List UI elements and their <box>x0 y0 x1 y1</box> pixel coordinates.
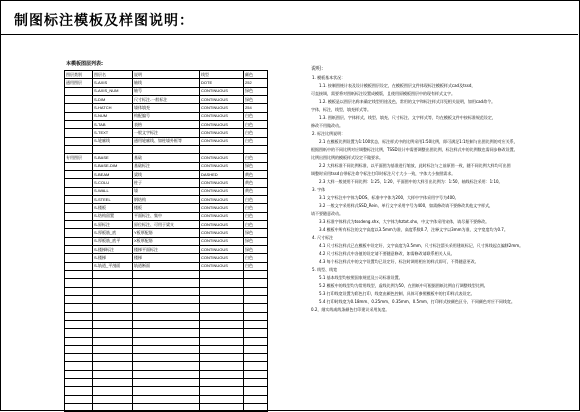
cell-color: 白色 <box>244 129 268 137</box>
cell-description <box>133 329 200 337</box>
cell-color: 黄色 <box>244 187 268 195</box>
cell-layer-name <box>93 362 133 370</box>
cell-layer-name <box>93 279 133 287</box>
table-row <box>65 120 268 128</box>
cell-linetype: CONTINUOUS <box>200 187 244 195</box>
notes-section-heading: 2. 标注比例说明： <box>312 131 346 136</box>
notes-line: 字体，标注，线型，填充样式等。 <box>311 107 371 112</box>
cell-description: 钢结构 <box>133 195 200 203</box>
notes-line: 2.3 大样一般使用不同比例：1:25、1:20，平面图中的大样引出比例为：1:50，轴线标注采用：1:10。 <box>319 179 503 184</box>
table-row <box>65 395 268 403</box>
cell-layer-name: S-AXIS_NUM <box>93 87 133 95</box>
cell-layer-name <box>93 354 133 362</box>
page-title: 制图标注模板及样图说明： <box>14 13 194 29</box>
notes-line: 根据图纸中的不同比例对应调整标注比例，TSSD设计中需要调整出图比例，标注样式中的比例数也需同步修改设置。 <box>311 147 518 152</box>
cell-linetype <box>200 337 244 345</box>
notes-block <box>311 74 543 364</box>
table-row <box>65 170 268 178</box>
cell-category <box>65 245 93 253</box>
cell-linetype: DOTE <box>200 79 244 87</box>
cell-category <box>65 345 93 353</box>
cell-color: 白色 <box>244 220 268 228</box>
cell-linetype: CONTINUOUS <box>200 212 244 220</box>
cell-description: 原位标注、可用于梁支 <box>133 220 200 228</box>
table-header-row <box>65 71 268 79</box>
cell-description: Y板厚配筋 <box>133 229 200 237</box>
cell-linetype: CONTINUOUS <box>200 87 244 95</box>
cell-color: 绿色 <box>244 162 268 170</box>
cell-color: 白色 <box>244 204 268 212</box>
cell-color: 白色 <box>244 137 268 145</box>
cell-layer-name <box>93 395 133 403</box>
cell-description: 构配编号 <box>133 112 200 120</box>
table-row <box>65 379 268 387</box>
notes-line: 3.1 文字标注中字体为DOS，标准中字体为200，大样中字体采用字号为400。 <box>319 195 459 200</box>
cell-layer-name: S-NUM <box>93 112 133 120</box>
cell-layer-name: S-楼梯 <box>93 254 133 262</box>
cell-color: 252 <box>244 79 268 87</box>
cell-color <box>244 337 268 345</box>
cell-description <box>133 270 200 278</box>
title-underline <box>0 34 578 35</box>
cell-layer-name <box>93 270 133 278</box>
cell-layer-name <box>93 337 133 345</box>
cell-description <box>133 379 200 387</box>
cell-description <box>133 345 200 353</box>
table-row <box>65 245 268 253</box>
cell-linetype <box>200 329 244 337</box>
table-row <box>65 104 268 112</box>
notes-line: 0.2，细实线或线条颜色打印建议采用灰度。 <box>311 307 390 312</box>
notes-line: 比例出图比例的模板样式设定不做要求。 <box>311 155 383 160</box>
cell-layer-name: S-DIM <box>93 95 133 103</box>
cell-linetype: CONTINUOUS <box>200 95 244 103</box>
cell-layer-name <box>93 304 133 312</box>
cell-linetype: CONTINUOUS <box>200 262 244 270</box>
cell-description: 基础 <box>133 154 200 162</box>
table-row <box>65 370 268 378</box>
table-row <box>65 162 268 170</box>
cell-linetype <box>200 345 244 353</box>
cell-layer-name <box>93 370 133 378</box>
cell-color <box>244 145 268 153</box>
cell-category <box>65 204 93 212</box>
cell-category: 通用图层 <box>65 79 93 87</box>
cell-color: 白色 <box>244 262 268 270</box>
cell-category <box>65 320 93 328</box>
cell-description: 尺寸标注-一般标注 <box>133 95 200 103</box>
cell-layer-name <box>93 379 133 387</box>
cell-layer-name: S-WALL <box>93 187 133 195</box>
cell-linetype: CONTINUOUS <box>200 254 244 262</box>
cell-linetype: CONTINUOUS <box>200 129 244 137</box>
cell-color <box>244 287 268 295</box>
cell-category <box>65 395 93 403</box>
table-row <box>65 279 268 287</box>
table-row <box>65 237 268 245</box>
table-row <box>65 362 268 370</box>
notes-line: 2.2 大样标准不同比例标准，以平面图为基准进行缩放，此时标注与之前原图一致，随不同比例大样均可出图 <box>319 163 511 168</box>
header-description: 说明 <box>133 71 200 79</box>
table-row <box>65 154 268 162</box>
cell-color: 绿色 <box>244 95 268 103</box>
cell-color <box>244 295 268 303</box>
cell-description <box>133 354 200 362</box>
cell-linetype <box>200 354 244 362</box>
table-row <box>65 145 268 153</box>
cell-description <box>133 287 200 295</box>
cell-linetype <box>200 304 244 312</box>
cell-description <box>133 370 200 378</box>
notes-section-heading: 3. 字体 <box>312 187 326 192</box>
table-row <box>65 270 268 278</box>
cell-description: 柱子 <box>133 179 200 187</box>
table-row <box>65 329 268 337</box>
header-layer-name: 图层名 <box>93 71 133 79</box>
cell-color <box>244 387 268 395</box>
cell-linetype: CONTINUOUS <box>200 104 244 112</box>
table-row <box>65 112 268 120</box>
cell-category <box>65 187 93 195</box>
cell-category <box>65 304 93 312</box>
cell-category <box>65 237 93 245</box>
cell-layer-name: S-BASE <box>93 154 133 162</box>
cell-category <box>65 262 93 270</box>
cell-layer-name: S-BEAM <box>93 170 133 178</box>
table-row <box>65 129 268 137</box>
cell-description: 轴号 <box>133 87 200 95</box>
table-row <box>65 387 268 395</box>
cell-layer-name: S-STEEL <box>93 195 133 203</box>
cell-category <box>65 370 93 378</box>
table-row <box>65 95 268 103</box>
cell-linetype <box>200 362 244 370</box>
cell-category <box>65 387 93 395</box>
cell-color: 白色 <box>244 154 268 162</box>
cell-description: 墙 <box>133 187 200 195</box>
cell-color <box>244 379 268 387</box>
table-row <box>65 320 268 328</box>
cell-category <box>65 129 93 137</box>
table-row <box>65 354 268 362</box>
cell-category <box>65 179 93 187</box>
cell-description <box>133 395 200 403</box>
cell-layer-name: S-原标注 <box>93 220 133 228</box>
cell-category <box>65 329 93 337</box>
table-row <box>65 137 268 145</box>
cell-layer-name: S-COLU <box>93 179 133 187</box>
notes-line: 4.1 尺寸标注样式已在模板中设定好，文字高度为3.5mm，尺寸标注箭头采用建筑标记，尺寸界线起点偏移2mm。 <box>319 243 524 248</box>
cell-category <box>65 220 93 228</box>
cell-layer-name <box>93 387 133 395</box>
table-row <box>65 204 268 212</box>
cell-color <box>244 304 268 312</box>
table-row <box>65 195 268 203</box>
cell-color <box>244 279 268 287</box>
cell-color: 绿色 <box>244 237 268 245</box>
cell-category <box>65 354 93 362</box>
table-row <box>65 304 268 312</box>
cell-description: 楼梯平面标注 <box>133 245 200 253</box>
cell-category <box>65 270 93 278</box>
cell-layer-name: S-AXIS <box>93 79 133 87</box>
table-row <box>65 229 268 237</box>
notes-section-heading: 4. 尺寸标注 <box>312 235 334 240</box>
cell-category <box>65 362 93 370</box>
cell-color: 绿色 <box>244 229 268 237</box>
table-row <box>65 187 268 195</box>
cell-color: 黄色 <box>244 179 268 187</box>
cell-color: 白色 <box>244 120 268 128</box>
cell-layer-name <box>93 295 133 303</box>
notes-line: 请不要随意改动。 <box>311 211 343 216</box>
cell-color: 黄色 <box>244 170 268 178</box>
cell-color: 白色 <box>244 212 268 220</box>
notes-line: 调整时采用tssd自带标注命令标注打印时标注尺寸大小一致，字体大小按照需求。 <box>311 171 456 176</box>
cell-color <box>244 345 268 353</box>
cell-layer-name <box>93 312 133 320</box>
cell-category <box>65 229 93 237</box>
cell-layer-name <box>93 345 133 353</box>
header-category: 图层类别 <box>65 71 93 79</box>
cell-linetype: CONTINUOUS <box>200 220 244 228</box>
cell-color: 绿色 <box>244 245 268 253</box>
table-row <box>65 295 268 303</box>
cell-color <box>244 312 268 320</box>
cell-category <box>65 145 93 153</box>
cell-category <box>65 195 93 203</box>
cell-linetype: CONTINUOUS <box>200 245 244 253</box>
cell-layer-name <box>93 287 133 295</box>
cell-layer-name: S-结构留置 <box>93 212 133 220</box>
cell-category <box>65 287 93 295</box>
header-color: 颜色 <box>244 71 268 79</box>
cell-category <box>65 212 93 220</box>
notes-title: 说明： <box>311 66 327 72</box>
cell-category <box>65 137 93 145</box>
cell-layer-name: S-轨道_平剖面 <box>93 262 133 270</box>
cell-linetype <box>200 387 244 395</box>
notes-line: 2.1 在模板比例设置为1:100状态，标注样式中的比例采用1:50比例，即可满足1:1绘制与出图比例的对应关系， <box>319 139 518 144</box>
cell-description: 平面标注、集中 <box>133 212 200 220</box>
table-row <box>65 262 268 270</box>
notes-line: 可直接调，需要将对图纸标注设置成模版，且使用原模板图层中的现有样式文字。 <box>311 91 455 96</box>
cell-category <box>65 95 93 103</box>
cell-description <box>133 362 200 370</box>
cell-description: 轴线 <box>133 79 200 87</box>
cell-layer-name <box>93 329 133 337</box>
cell-layer-name: S-BASE-DIM <box>93 162 133 170</box>
table-row <box>65 212 268 220</box>
cell-color <box>244 370 268 378</box>
cell-category <box>65 112 93 120</box>
cell-color <box>244 320 268 328</box>
cell-category <box>65 120 93 128</box>
cell-layer-name: S-TEXT <box>93 129 133 137</box>
cell-description: 通用轮廓线、如柱墙外框等 <box>133 137 200 145</box>
table-row <box>65 79 268 87</box>
notes-line: 5.2 模板中的线型均为常用线型，虚线比例为50，在图纸中可根据图纸比例自行调整线型比例。 <box>319 283 488 288</box>
cell-layer-name: S-楼梯标注 <box>93 245 133 253</box>
cell-description: 楼板 <box>133 204 200 212</box>
cell-linetype: CONTINUOUS <box>200 120 244 128</box>
cell-description: 楼梯 <box>133 254 200 262</box>
cell-linetype <box>200 287 244 295</box>
cell-linetype: CONTINUOUS <box>200 137 244 145</box>
table-row <box>65 337 268 345</box>
cell-color: 绿色 <box>244 87 268 95</box>
cell-color <box>244 329 268 337</box>
table-row <box>65 179 268 187</box>
cell-color <box>244 354 268 362</box>
cell-description <box>133 279 200 287</box>
cell-description <box>133 312 200 320</box>
notes-line: 3.4 模板中所有标注的文字高度以3.5mm为准，高度系数0.7，注释文字以3mm为准，文字宽度均为0.7。 <box>319 227 508 232</box>
cell-category <box>65 104 93 112</box>
cell-color <box>244 270 268 278</box>
notes-line: 4.2 尺寸标注样式中各值的设定请不要随意修改，如需修改请联系相关人员。 <box>319 251 455 256</box>
cell-category: 专用图层 <box>65 154 93 162</box>
cell-linetype: CONTINUOUS <box>200 154 244 162</box>
table-row <box>65 87 268 95</box>
cell-color <box>244 362 268 370</box>
cell-description: 墙体填充 <box>133 104 200 112</box>
table-row <box>65 312 268 320</box>
cell-color: 白色 <box>244 195 268 203</box>
cell-category <box>65 87 93 95</box>
cell-linetype <box>200 279 244 287</box>
notes-line: 3.2 一般文字采用样式SSD_Rein，单行文字采用字号为400，如需修改请不要修改其他文字样式， <box>319 203 494 208</box>
table-row <box>65 287 268 295</box>
notes-line: 1.3. 图纸图层、字体样式、线型、填充、尺寸标注、文字样式等，均在模板文件中按标准规范设定， <box>319 115 496 120</box>
notes-section-heading: 5. 线型、线宽 <box>312 267 338 272</box>
cell-linetype <box>200 320 244 328</box>
cell-description: 一般文字标注 <box>133 129 200 137</box>
table-row <box>65 345 268 353</box>
layer-table-title: 本模板图层列表: <box>66 61 104 67</box>
cell-linetype: CONTINUOUS <box>200 229 244 237</box>
notes-line: 5.1 基本线型均按照国家规范及公司标准设置。 <box>319 275 403 280</box>
cell-layer-name: S-厚板筋_底平 <box>93 237 133 245</box>
cell-linetype: CONTINUOUS <box>200 195 244 203</box>
cell-category <box>65 162 93 170</box>
cell-layer-name: S-厚板筋_底 <box>93 229 133 237</box>
cell-description <box>133 320 200 328</box>
cell-description <box>133 145 200 153</box>
cell-linetype: CONTINUOUS <box>200 204 244 212</box>
cell-color: 白色 <box>244 112 268 120</box>
cell-category <box>65 379 93 387</box>
notes-line: 1.2. 模板是以图层名称来确定线型用途及色，常用的文字和标注样式详见相关说明，如用cad命令。 <box>319 99 496 104</box>
cell-description <box>133 387 200 395</box>
cell-linetype <box>200 145 244 153</box>
cell-color <box>244 395 268 403</box>
cell-description <box>133 295 200 303</box>
cell-linetype: CONTINUOUS <box>200 179 244 187</box>
cell-linetype <box>200 379 244 387</box>
cell-linetype <box>200 395 244 403</box>
cell-category <box>65 170 93 178</box>
cell-linetype <box>200 295 244 303</box>
cell-description: X板厚配筋 <box>133 237 200 245</box>
header-linetype: 线型 <box>200 71 244 79</box>
cell-description: 基础标注 <box>133 162 200 170</box>
cell-layer-name: S-HATCH <box>93 104 133 112</box>
table-row <box>65 254 268 262</box>
cell-description <box>133 304 200 312</box>
cell-category <box>65 312 93 320</box>
cell-description <box>133 337 200 345</box>
notes-line: 5.4 打印时线宽为0.18mm、0.25mm、0.35mm、0.5mm，打印样式按颜色区分，不同颜色对应不同线宽。 <box>319 299 515 304</box>
notes-line: 4.3 每个标注样式中的文字设置均已设定好，标注时调用相应的样式即可，不得随意更改。 <box>319 259 479 264</box>
notes-line: 5.3 打印线宽设置为彩色打印，线宽由颜色控制，具体可参照模板中的打印样式表设定。 <box>319 291 475 296</box>
cell-linetype <box>200 270 244 278</box>
layer-table <box>64 70 268 412</box>
cell-color: 254 <box>244 104 268 112</box>
notes-line: 1.1. 按制图统计表及设计模板图层设定，在模板图层文件体现标注模板样式cad及tssd， <box>319 83 476 88</box>
cell-linetype: CONTINUOUS <box>200 162 244 170</box>
table-row <box>65 220 268 228</box>
cell-layer-name: S-楼板 <box>93 204 133 212</box>
cell-color: 白色 <box>244 254 268 262</box>
notes-line: 3.3 标准字体样式为tssdeng.shx，大字体为hztxt.shx，中文字体采用宋体，请尽量不要修改。 <box>319 219 490 224</box>
cell-layer-name: S-TAB <box>93 120 133 128</box>
cell-description: 表格 <box>133 120 200 128</box>
cell-description: 轨道断面 <box>133 262 200 270</box>
cell-category <box>65 337 93 345</box>
cell-category <box>65 254 93 262</box>
notes-line: 修改不用做改动。 <box>311 123 343 128</box>
cell-layer-name <box>93 320 133 328</box>
cell-description: 梁线 <box>133 170 200 178</box>
cell-linetype <box>200 370 244 378</box>
cell-linetype: CONTINUOUS <box>200 112 244 120</box>
cell-linetype: CONTINUOUS <box>200 237 244 245</box>
cell-linetype: DASHED <box>200 170 244 178</box>
cell-linetype <box>200 312 244 320</box>
notes-section-heading: 1. 模板基本状况： <box>312 75 346 80</box>
cell-category <box>65 279 93 287</box>
cell-layer-name <box>93 145 133 153</box>
cell-category <box>65 295 93 303</box>
cell-layer-name: S-轮廓线 <box>93 137 133 145</box>
